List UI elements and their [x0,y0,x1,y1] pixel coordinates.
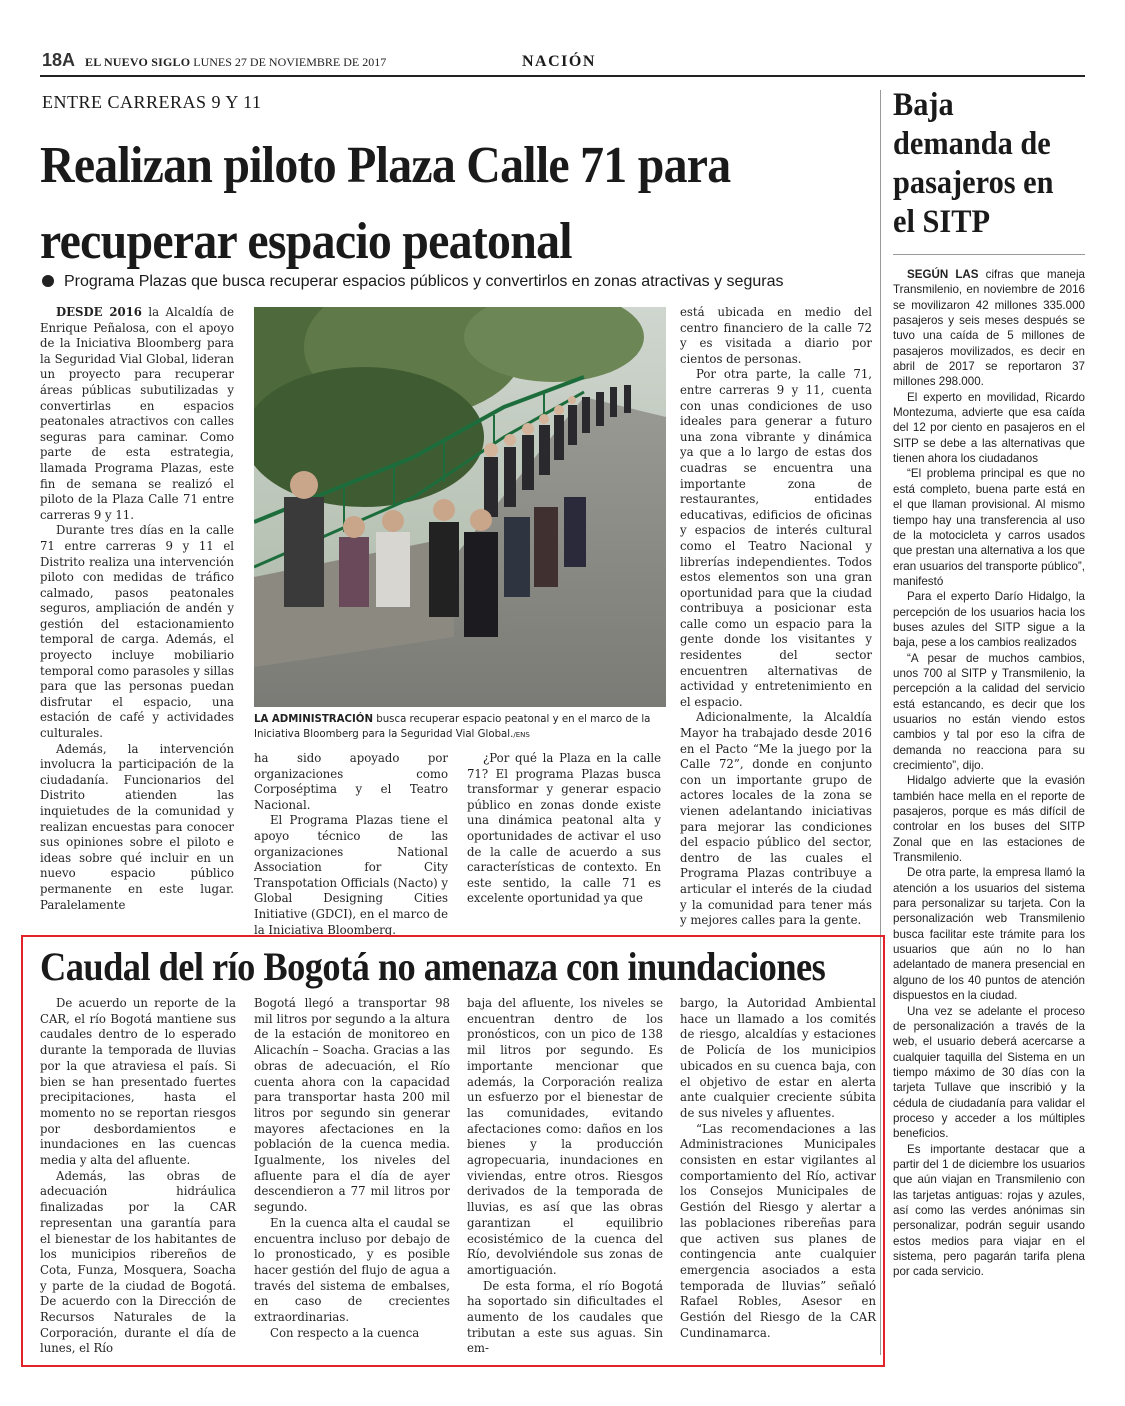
article-column-3 [467,751,661,907]
article-lead: DESDE 2016 [56,305,142,319]
article-subhead [42,273,783,291]
box-column-2 [254,996,450,1341]
masthead-date: LUNES 27 DE NOVIEMBRE DE 2017 [193,55,387,69]
article-column-4 [680,305,872,929]
paragraph: Con respecto a la cuenca [270,1325,420,1340]
photo-credit: /ENS [513,730,530,739]
article-column-2 [254,751,448,938]
paragraph: bargo, la Autoridad Ambiental hace un llamado a los comités de riesgo, alcaldías y estaciones de Policía de los municipios ubicados en su cuenca baja, con el objetivo de estar en alerta ante cualquier creciente súbita de sus niveles y afluentes. [680,996,876,1120]
paragraph: Bogotá llegó a transportar 98 mil litros por segundo a la altura de la estación de monitoreo en Alicachín – Soacha. Gracias a las obras de adecuación, el Río cuenta ahora con la capacidad para transportar hasta 200 mil litros por segundo sin generar mayores afectaciones en la población de la cuenca media. Igualmente, los niveles del afluente para el día de ayer descendieron a 77 mil litros por segundo. [254,996,450,1215]
street-crowd-photo [254,307,666,707]
section-name: NACIÓN [522,53,596,70]
paragraph: El Programa Plazas tiene el apoyo técnico de las organizaciones National Association for City Transpotation Officials (Nacto) y Global Designing Cities Initiative (GDCI), en el marco de la Iniciativa Bloomberg. [254,813,449,937]
box-column-4 [680,996,876,1341]
paragraph: Una vez se adelante el proceso de personalización a través de la web, el usuario deberá acercarse a cualquier taquilla del Sistema en un tiempo máximo de 30 días con la tarjeta Tullave que inscribió y la cédula de ciudadanía para validar el proceso y acceder a los múltiples beneficios. [893,1004,1085,1141]
paragraph: la Alcaldía de Enrique Peñalosa, con el apoyo de la Iniciativa Bloomberg para la Seguridad Vial Global, lideran un proyecto para recuperar áreas públicas subutilizadas y convertirlas en espacios peatonales atractivos con calles seguras para caminar. Como parte de esta estrategia, llamada Programa Plazas, este fin de semana se realizó el piloto de la Plaza Calle 71 entre carreras 9 y 11. [40,305,234,522]
box-column-1 [40,996,236,1357]
paragraph: cifras que maneja Transmilenio, en noviembre de 2016 se movilizaron 42 millones 335.000 pasajeros y seis meses después se tuvo una caída de 5 millones de pasajeros movilizados, es decir en abril de 2017 se reportaron 37 millones 298.000. [893,268,1085,389]
paragraph: está ubicada en medio del centro financiero de la calle 72 y es visitada a diario por cientos de personas. [680,305,872,366]
header-rule [40,75,1085,77]
masthead [85,55,386,70]
paragraph: De acuerdo un reporte de la CAR, el río Bogotá mantiene sus caudales dentro de lo esperado durante la temporada de lluvias por la que atraviesa el país. Si bien se han presentado fuertes precipitaciones, hasta el momento no se reportan riesgos por desbordamientos e inundaciones en las cuencas media y alta del afluente. [40,996,236,1168]
photo-caption [254,713,666,742]
paragraph: baja del afluente, los niveles se encuentran dentro de los pronósticos, con un pico de 138 mil litros por segundo. Es importante mencionar que además, la Corporación realiza un esfuerzo por el bienestar de las comunidades, evitando afectaciones como: daños en los bienes y la producción agropecuaria, inundaciones en viviendas, entre otros. Riesgos derivados de la temporada de lluvias, es así que las obras garantizan el equilibrio ecosistémico de la cuenca del Río, devolviéndole sus zonas de amortiguación. [467,996,663,1277]
caption-lead: LA ADMINISTRACIÓN [254,714,373,725]
box-headline: Caudal del río Bogotá no amenaza con inundaciones [40,944,826,989]
paragraph: De esta forma, el río Bogotá ha soportado sin dificultades el aumento de los caudales que tributan a este sus aguas. Sin em- [467,1278,663,1356]
article-headline: Realizan piloto Plaza Calle 71 para recuperar espacio peatonal [40,137,731,270]
paragraph: Durante tres días en la calle 71 entre carreras 9 y 11 el Distrito realiza una intervención piloto con medidas de tráfico calmado, pasos peatonales seguros, ampliación de andén y gestión del estacionamiento temporal de carga. Además, el proyecto incluye mobiliario temporal como parasoles y sillas para que las personas puedan disfrutar el espacio, una estación de café y actividades culturales. [40,523,234,741]
masthead-name: EL NUEVO SIGLO [85,55,191,69]
paragraph: Además, la intervención involucra la participación de la ciudadanía. Funcionarios del Distrito atienden las inquietudes de la comunidad y realizan encuestas para conocer sus opiniones sobre el piloto e ideas sobre qué incluir en un nuevo espacio público permanente en este lugar. Paralelamente [40,741,234,912]
article-column-1 [40,305,234,913]
bullet-icon [42,275,54,287]
sidebar-rule [893,254,1085,255]
article-kicker: ENTRE CARRERAS 9 Y 11 [42,92,262,112]
paragraph: Además, las obras de adecuación hidráulica finalizadas por la CAR representan una garantía para el bienestar de los habitantes de los municipios ribereños de Cota, Funza, Mosquera, Soacha y parte de la ciudad de Bogotá. De acuerdo con la Dirección de Recursos Naturales de la Corporación, durante el día de lunes, el Río [40,1168,236,1356]
paragraph: Es importante destacar que a partir del 1 de diciembre los usuarios que aún viajan en Transmilenio con las tarjetas antiguas: rojas y azules, así como las verdes anónimas sin personalizar, podrán seguir usando estos medios para viajar en el sistema, pero pagarán tarifa plena por cada servicio. [893,1142,1085,1279]
sidebar-headline: Baja demanda de pasajeros en el SITP [893,87,1054,240]
paragraph: Para el experto Darío Hidalgo, la percepción de los usuarios hacia los buses azules del SITP sigue a la baja, pese a los cambios realizados [893,590,1085,650]
paragraph: Hidalgo advierte que la evasión también hace mella en el reporte de pasajeros, porque es más difícil de controlar en los buses del SITP Zonal que en las estaciones de Transmilenio. [893,774,1085,865]
paragraph: ¿Por qué la Plaza en la calle 71? El programa Plazas busca transformar y generar espacio público en zonas donde existe una dinámica peatonal alta y oportunidades de activar el uso de la calle de acuerdo a sus características de contexto. En este sentido, la calle 71 es excelente oportunidad ya que [467,751,661,906]
sidebar-column [893,267,1085,1280]
article-photo [254,307,666,707]
paragraph: “Las recomendaciones a las Administraciones Municipales consisten en estar vigilantes al comportamiento del Río, activar los Consejos Municipales de Gestión del Riesgo y alertar a las poblaciones ribereñas para que activen sus planes de contingencia ante cualquier emergencia asociados a esta temporada de lluvias” señaló Rafael Robles, Asesor en Gestión del Riesgo de la CAR Cundinamarca. [680,1121,876,1340]
subhead-text: Programa Plazas que busca recuperar espacios públicos y convertirlos en zonas atractivas y seguras [64,273,784,290]
box-column-3 [467,996,663,1357]
sidebar-lead: SEGÚN LAS [907,268,979,281]
paragraph: “A pesar de muchos cambios, unos 700 al SITP y Transmilenio, la percepción a la calidad del servicio está estancando, es decir que los usuarios no están viendo estos cambios y tal por eso la cifra de demanda no reacciona para su crecimiento”, dijo. [893,651,1085,772]
paragraph: El experto en movilidad, Ricardo Montezuma, advierte que esa caída del 12 por ciento en pasajeros en el SITP se debe a las alternativas que tienen ahora los ciudadanos [893,390,1085,466]
paragraph: Por otra parte, la calle 71, entre carreras 9 y 11, cuenta con unas condiciones de uso ideales para generar a futuro una zona vibrante y dinámica ya que a lo largo de estas dos cuadras se encuentra una importante zona de restaurantes, entidades educativas, edificios de oficinas y espacios de interés cultural como el Teatro Nacional y librerías independientes. Todos estos elementos son una gran oportunidad para que la ciudad contribuya a posicionar esta calle como un espacio para la gente donde los visitantes y residentes del sector encuentren alternativas de actividad y entretenimiento en el espacio. [680,367,872,709]
caption-text: busca recuperar espacio peatonal y en el marco de la Iniciativa Bloomberg para la Seguridad Vial Global. [254,714,651,740]
paragraph: ha sido apoyado por organizaciones como Corposéptima y el Teatro Nacional. [254,751,448,812]
paragraph: De otra parte, la empresa llamó la atención a los usuarios del sistema para personalizar su tarjeta. Con la personalización web Transmilenio busca facilitar este trámite para los usuarios que aún no lo han adelantado de manera presencial en alguno de los 40 puntos de atención dispuestos en la ciudad. [893,866,1085,1003]
paragraph: Adicionalmente, la Alcaldía Mayor ha trabajado desde 2016 en el Pacto “Me la juego por la Calle 72”, donde en conjunto con un importante grupo de actores locales de la zona se vienen adelantando iniciativas para mejorar las condiciones del espacio público del sector, dentro de las cuales el Programa Plazas contribuye a articular el interés de la ciudad y la comunidad para tener más y mejores calles para la gente. [680,710,872,928]
paragraph: “El problema principal es que no está completo, buena parte está en el que llaman provisional. Al mismo tiempo hay una transferencia al uso de la motocicleta y carros usados que prestan una alternativa a los que eran usuarios del transporte público”, manifestó [893,467,1085,588]
page-number: 18A [42,50,76,70]
paragraph: En la cuenca alta el caudal se encuentra incluso por debajo de lo pronosticado, y es posible hacer gestión del flujo de agua a través del sistema de embalses, en caso de crecientes extraordinarias. [254,1215,450,1325]
